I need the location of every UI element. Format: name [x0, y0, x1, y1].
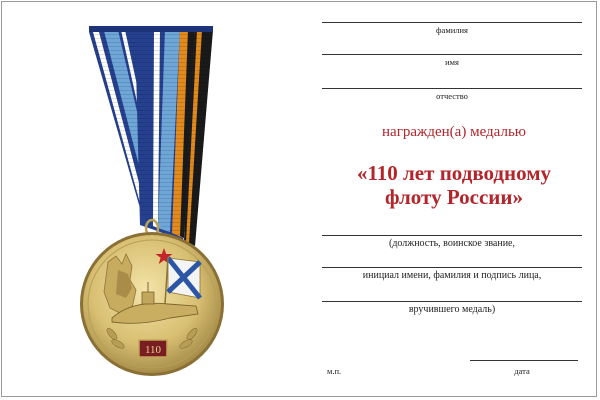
signature-line-1 — [322, 235, 582, 236]
signature-line-2 — [322, 267, 582, 268]
name-label: имя — [445, 57, 459, 67]
medal-disc — [80, 232, 224, 376]
stamp-label: м.п. — [327, 366, 342, 376]
awarded-text: награжден(а) медалью — [382, 124, 526, 140]
caption-line-2: инициал имени, фамилия и подпись лица, — [362, 270, 542, 281]
ribbon — [89, 26, 213, 246]
signature-line-3 — [322, 301, 582, 302]
date-line — [470, 360, 578, 361]
patronymic-label: отчество — [436, 91, 468, 101]
surname-line — [322, 22, 582, 23]
date-label: дата — [514, 366, 530, 376]
caption-line-1: (должность, воинское звание, — [389, 238, 515, 249]
surname-label: фамилия — [436, 25, 468, 35]
caption-line-3: вручившего медаль) — [408, 304, 496, 315]
medal-number: 110 — [144, 344, 162, 356]
name-line — [322, 54, 582, 55]
medal-title: «110 лет подводному флоту России» — [356, 161, 552, 209]
patronymic-line — [322, 88, 582, 89]
